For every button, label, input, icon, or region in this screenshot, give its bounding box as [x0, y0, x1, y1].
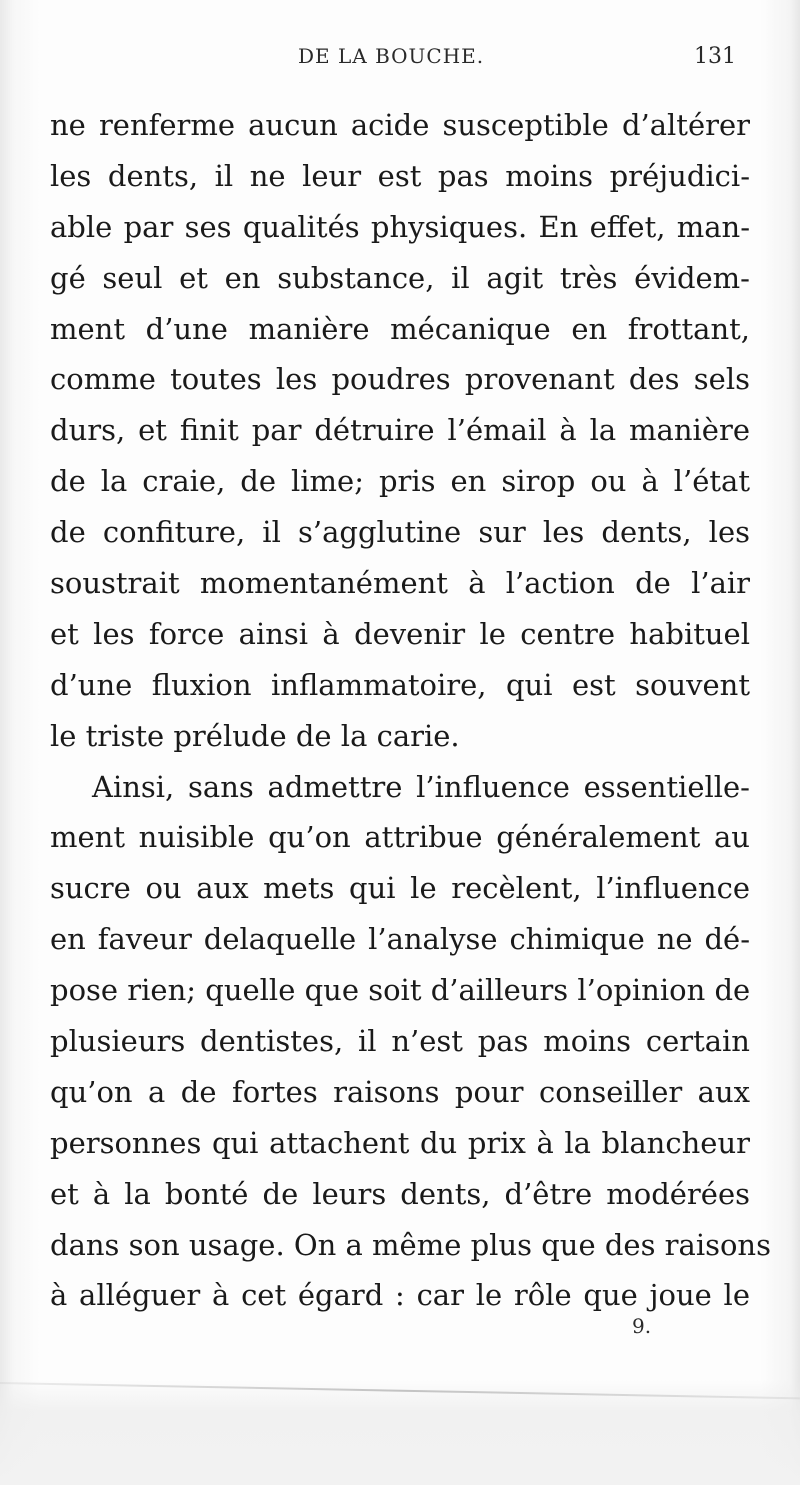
text-line: et à la bonté de leurs dents, d’être modérées — [50, 1176, 750, 1211]
text-line: plusieurs dentistes, il n’est pas moins certain — [50, 1024, 750, 1059]
text-line: pose rien; quelle que soit d’ailleurs l’opinion de — [50, 973, 751, 1008]
page-header — [0, 44, 800, 74]
text-line: personnes qui attachent du prix à la blancheur — [50, 1125, 750, 1160]
text-line: ne renferme aucun acide susceptible d’altérer — [50, 108, 750, 142]
text-line: sucre ou aux mets qui le recèlent, l’influence — [50, 871, 750, 906]
text-line: en faveur delaquelle l’analyse chimique ne dé- — [50, 922, 750, 957]
text-line: ment d’une manière mécanique en frottant, — [50, 311, 750, 346]
text-line: soustrait momentanément à l’action de l’air — [50, 566, 750, 601]
text-line: dans son usage. On a même plus que des raisons — [50, 1227, 771, 1262]
text-line: et les force ainsi à devenir le centre habituel — [50, 616, 750, 651]
text-line: able par ses qualités physiques. En effet, man- — [50, 209, 750, 244]
text-line: à alléguer à cet égard : car le rôle que joue le — [50, 1278, 750, 1313]
text-line: qu’on a de fortes raisons pour conseiller aux — [50, 1074, 750, 1109]
text-line: comme toutes les poudres provenant des sels — [50, 362, 750, 397]
text-line: les dents, il ne leur est pas moins préjudici- — [50, 158, 750, 193]
running-title: DE LA BOUCHE. — [298, 44, 485, 68]
text-line: gé seul et en substance, il agit très évidem- — [50, 260, 750, 295]
text-line: ment nuisible qu’on attribue généralement au — [50, 820, 750, 855]
text-line: durs, et finit par détruire l’émail à la manière — [50, 413, 750, 448]
paragraph-start-line: Ainsi, sans admettre l’influence essentielle- — [92, 769, 750, 804]
page-number: 131 — [694, 44, 736, 69]
text-line: de la craie, de lime; pris en sirop ou à l’état — [50, 464, 750, 499]
paragraph-end-line: le triste prélude de la carie. — [50, 718, 460, 753]
text-line: de confiture, il s’agglutine sur les dents, les — [50, 515, 750, 550]
text-line: d’une fluxion inflammatoire, qui est souvent — [50, 667, 750, 702]
body-text — [50, 100, 771, 1321]
signature-mark: 9. — [632, 1314, 652, 1338]
